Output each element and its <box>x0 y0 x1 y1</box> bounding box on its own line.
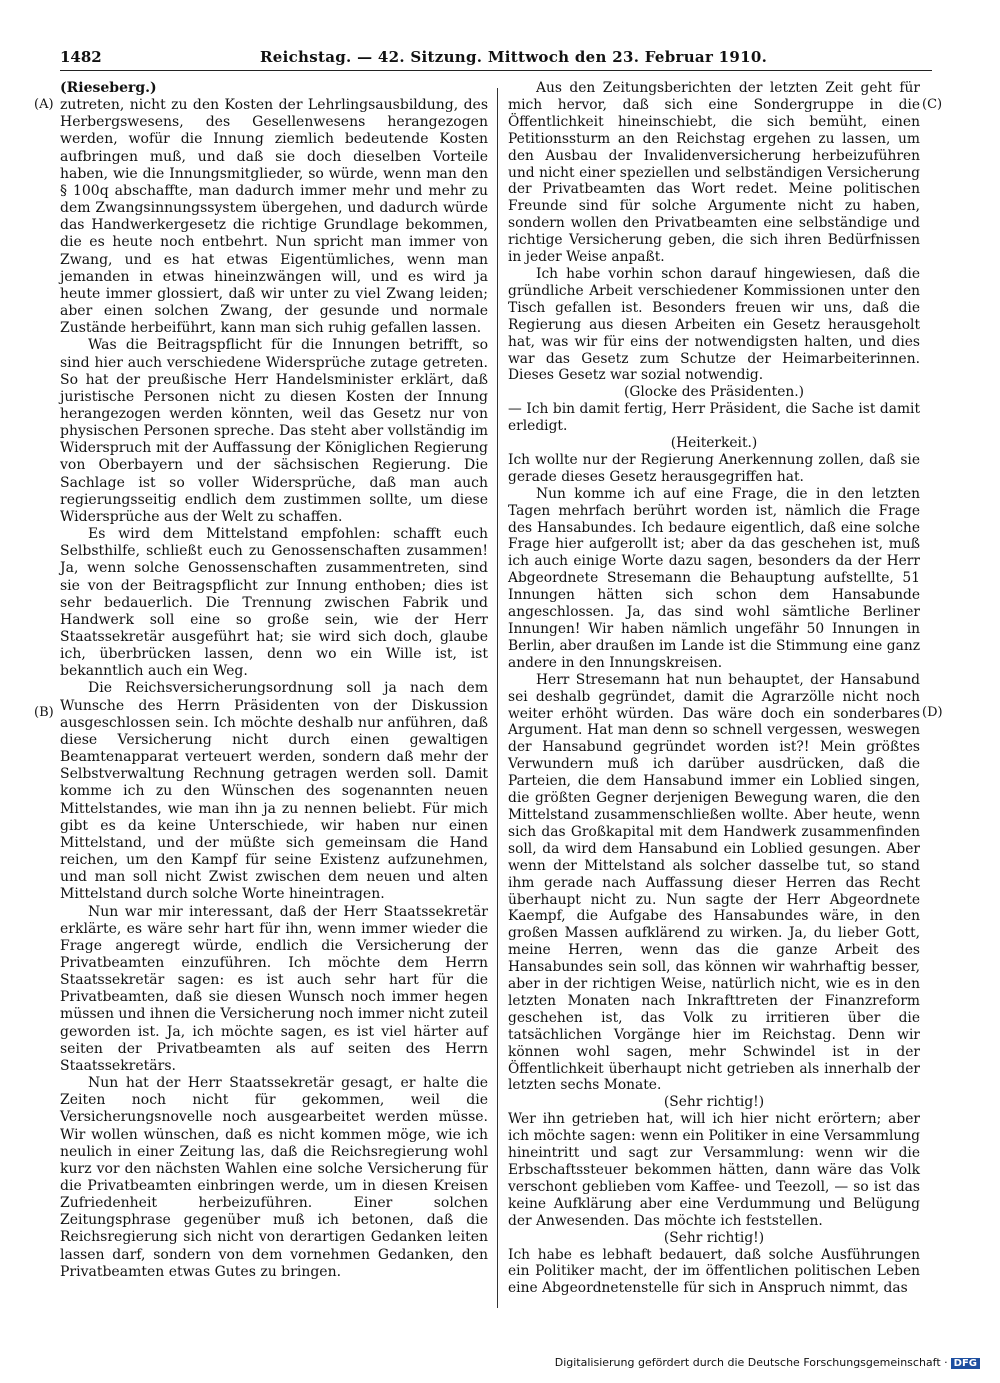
paragraph: Wer ihn getrieben hat, will ich hier nicht erörtern; aber ich möchte sagen: wenn ein Politiker in eine Versammlung hineintritt und sagt zur Versammlung: wenn wir die Erbschaftssteuer bekommen hätten, dann wäre das Volk verschont geblieben vom Kaffee- und Teezoll, — so ist das keine Aufklärung aber eine Verdummung und Belügung der Anwesenden. Das möchte ich feststellen. <box>508 1111 920 1229</box>
page-number: 1482 <box>60 48 102 66</box>
column-divider <box>497 88 498 1308</box>
paragraph: Aus den Zeitungsberichten der letzten Zeit geht für mich hervor, daß sich eine Sondergruppe in die Öffentlichkeit hineinschiebt, die sich bemüht, einen Petitionssturm an den Reichstag ergehen zu lassen, um den Ausbau der Invalidenversicherung herbeizuführen und nicht einer speziellen und selbständigen Versicherung der Privatbeamten das Wort redet. Meine politischen Freunde sind für solche Argumente nicht zu haben, sondern wollen den Privatbeamten eine selbständige und richtige Versicherung geben, die sich ihren Bedürfnissen in jeder Weise anpaßt. <box>508 80 920 266</box>
paragraph: Die Reichsversicherungsordnung soll ja nach dem Wunsche des Herrn Präsidenten von der Diskussion ausgeschlossen sein. Ich möchte deshalb nur anführen, daß diese Versicherung nicht durch einen gewaltigen Beamtenapparat verteuert werden, sondern daß mehr der Selbstverwaltung Rechnung getragen werden soll. Damit komme ich zu den Wünschen des sogenannten neuen Mittelstandes, wie man ihn ja zu nennen beliebt. Für mich gibt es da keine Unterschiede, wir haben nur einen Mittelstand, und der müßte sich gemeinsam die Hand reichen, um den Kampf für seine Existenz aufzunehmen, und man soll nicht Zwist zwischen dem neuen und alten Mittelstand durch solche Worte hineintragen. <box>60 680 488 903</box>
margin-marker-b: (B) <box>34 705 54 720</box>
interjection: (Sehr richtig!) <box>663 1229 765 1246</box>
left-column <box>60 80 488 1281</box>
interjection: (Heiterkeit.) <box>670 435 758 452</box>
interjection: (Glocke des Präsidenten.) <box>623 384 805 401</box>
interjection: (Sehr richtig!) <box>663 1094 765 1111</box>
paragraph: — Ich bin damit fertig, Herr Präsident, die Sache ist damit erledigt. <box>508 401 920 435</box>
digitization-footer <box>555 1356 980 1369</box>
margin-marker-a: (A) <box>34 97 54 112</box>
margin-marker-c: (C) <box>922 97 943 112</box>
paragraph: Es wird dem Mittelstand empfohlen: schafft euch Selbsthilfe, schließt euch zu Genossenschaften zusammen! Ja, wenn solche Genossenschaften zusammentreten, sind sie von der Beitragspflicht zur Innung enthoben; dies ist sehr bedauerlich. Die Trennung zwischen Fabrik und Handwerk soll eine so große sein, wie der Herr Staatssekretär ausgeführt hat; sie wird sich doch, glaube ich, überbrücken lassen, denn wo ein Wille ist, ist bekanntlich auch ein Weg. <box>60 526 488 680</box>
paragraph: Nun hat der Herr Staatssekretär gesagt, er halte die Zeiten noch nicht für gekommen, weil die Versicherungsnovelle noch ausgearbeitet werden müsse. Wir wollen wünschen, daß es nicht kommen möge, wie ich neulich in einer Zeitung las, daß die Reichsregierung wohl kurz vor den nächsten Wahlen eine solche Versicherung für die Privatbeamten einbringen werde, um in diesen Kreisen Zufriedenheit herbeizuführen. Einer solchen Zeitungsphrase gegenüber muß ich betonen, daß die Reichsregierung sich nicht von derartigen Gedanken leiten lassen darf, sondern von dem vornehmen Gedanken, den Privatbeamten etwas Gutes zu bringen. <box>60 1075 488 1280</box>
speaker-name: (Rieseberg.) <box>60 80 157 96</box>
paragraph: Was die Beitragspflicht für die Innungen betrifft, so sind hier auch verschiedene Widersprüche zutage getreten. So hat der preußische Herr Handelsminister erklärt, daß juristische Personen nicht zu diesen Kosten der Innung herangezogen werden könnten, weil das Gesetz nur von physischen Personen spreche. Das steht aber vollständig im Widerspruch mit der Auffassung der Königlichen Regierung von Oberbayern und der sächsischen Regierung. Die Sachlage ist so voller Widersprüche, daß man auch regierungsseitig endlich dem zustimmen sollte, um diese Widersprüche aus der Welt zu schaffen. <box>60 337 488 525</box>
paragraph: Ich habe vorhin schon darauf hingewiesen, daß die gründliche Arbeit verschiedener Kommissionen unter den Tisch gefallen ist. Besonders freuen wir uns, daß die Regierung aus diesen Arbeiten ein Gesetz herausgeholt hat, was wir für eins der notwendigsten halten, und dies war das Gesetz zum Schutze der Heimarbeiterinnen. Dieses Gesetz war sozial notwendig. <box>508 265 920 384</box>
dfg-logo: DFG <box>951 1358 980 1369</box>
paragraph: Ich habe es lebhaft bedauert, daß solche Ausführungen ein Politiker macht, der im öffentlichen politischen Leben eine Abgeordnetenstelle für sich in Anspruch nimmt, das <box>508 1246 920 1297</box>
paragraph: zutreten, nicht zu den Kosten der Lehrlingsausbildung, des Herbergswesens, des Gesellenwesens herangezogen werden, wofür die Innung ziemlich bedeutende Kosten aufbringen muß, und daß sie doch dieselben Vorteile haben, wie die Innungsmitglieder, so würde, wenn man den § 100q abschaffte, man dadurch immer mehr und mehr zu dem Zwangsinnungssystem übergehen, und dadurch würde das Handwerkergesetz die richtige Grundlage bekommen, die es heute noch entbehrt. Nun spricht man immer von Zwang, und es hat etwas Eigentümliches, wenn man jemanden in etwas hineinzwängen will, und es wird ja heute immer glossiert, daß wir unter zu viel Zwang leiden; aber einen solchen Zwang, der gesunde und normale Zustände herbeiführt, kann man sich ruhig gefallen lassen. <box>60 97 488 337</box>
page-header <box>60 48 932 71</box>
margin-marker-d: (D) <box>922 705 943 720</box>
paragraph: Herr Stresemann hat nun behauptet, der Hansabund sei deshalb gegründet, damit die Agrarzölle nicht noch weiter erhöht würden. Das wäre doch ein sonderbares Argument. Hat man denn so schnell vergessen, weswegen der Hansabund gegründet worden ist?! Mein größtes Verwundern muß ich darüber ausdrücken, daß die Parteien, die dem Hansabund immer ein Loblied singen, die größten Gegner derjenigen Bewegung waren, die den Mittelstand zusammenschließen wollte. Aber heute, wenn sich das Großkapital mit dem Handwerk zusammenfinden soll, da wird dem Hansabund ein Loblied gesungen. Aber wenn der Mittelstand als solcher dasselbe tut, so stand ihm gerade nach Auffassung dieser Herren das Recht überhaupt nicht zu. Nun sagte der Herr Abgeordnete Kaempf, die Aufgabe des Hansabundes wäre, in den großen Massen aufklärend zu wirken. Ja, du lieber Gott, meine Herren, wenn das die ganze Arbeit des Hansabundes sein soll, das können wir wahrhaftig besser, aber in der richtigen Weise, natürlich nicht, wie es in den letzten Monaten nach Inkrafttreten der Finanzreform geschehen ist, das Volk zu irritieren über die tatsächlichen Vorgänge hier im Reichstag. Denn wir können wohl sagen, mehr Schwindel ist in der Öffentlichkeit überhaupt nicht getrieben als innerhalb der letzten sechs Monate. <box>508 671 920 1094</box>
paragraph: Nun komme ich auf eine Frage, die in den letzten Tagen mehrfach berührt worden ist, nämlich die Frage des Hansabundes. Ich bedaure eigentlich, daß eine solche Frage hier aufgerollt ist; aber da das geschehen ist, muß ich auch einige Worte dazu sagen, besonders da der Herr Abgeordnete Stresemann die Behauptung aufstellte, 51 Innungen hätten sich schon dem Hansabunde angeschlossen. Ja, das sind wohl sämtliche Berliner Innungen! Wir haben nämlich ungefähr 50 Innungen in Berlin, aber draußen im Lande ist die Stimmung eine ganz andere in den Innungskreisen. <box>508 485 920 671</box>
paragraph: Ich wollte nur der Regierung Anerkennung zollen, daß sie gerade dieses Gesetz herausgegriffen hat. <box>508 451 920 485</box>
running-title: Reichstag. — 42. Sitzung. Mittwoch den 23. Februar 1910. <box>260 48 768 66</box>
paragraph: Nun war mir interessant, daß der Herr Staatssekretär erklärte, es wäre sehr hart für ihn, wenn immer wieder die Frage angeregt würde, endlich die Versicherung der Privatbeamten einzuführen. Ich möchte dem Herrn Staatssekretär sagen: es ist auch sehr hart für die Privatbeamten, daß sie diesen Wunsch noch immer hegen müssen und ihnen die Versicherung noch immer nicht zuteil geworden ist. Ja, ich möchte sagen, es ist viel härter auf seiten der Privatbeamten als auf seiten des Herrn Staatssekretärs. <box>60 903 488 1074</box>
footer-text: Digitalisierung gefördert durch die Deutsche Forschungsgemeinschaft · <box>554 1356 948 1369</box>
right-column <box>508 80 920 1297</box>
